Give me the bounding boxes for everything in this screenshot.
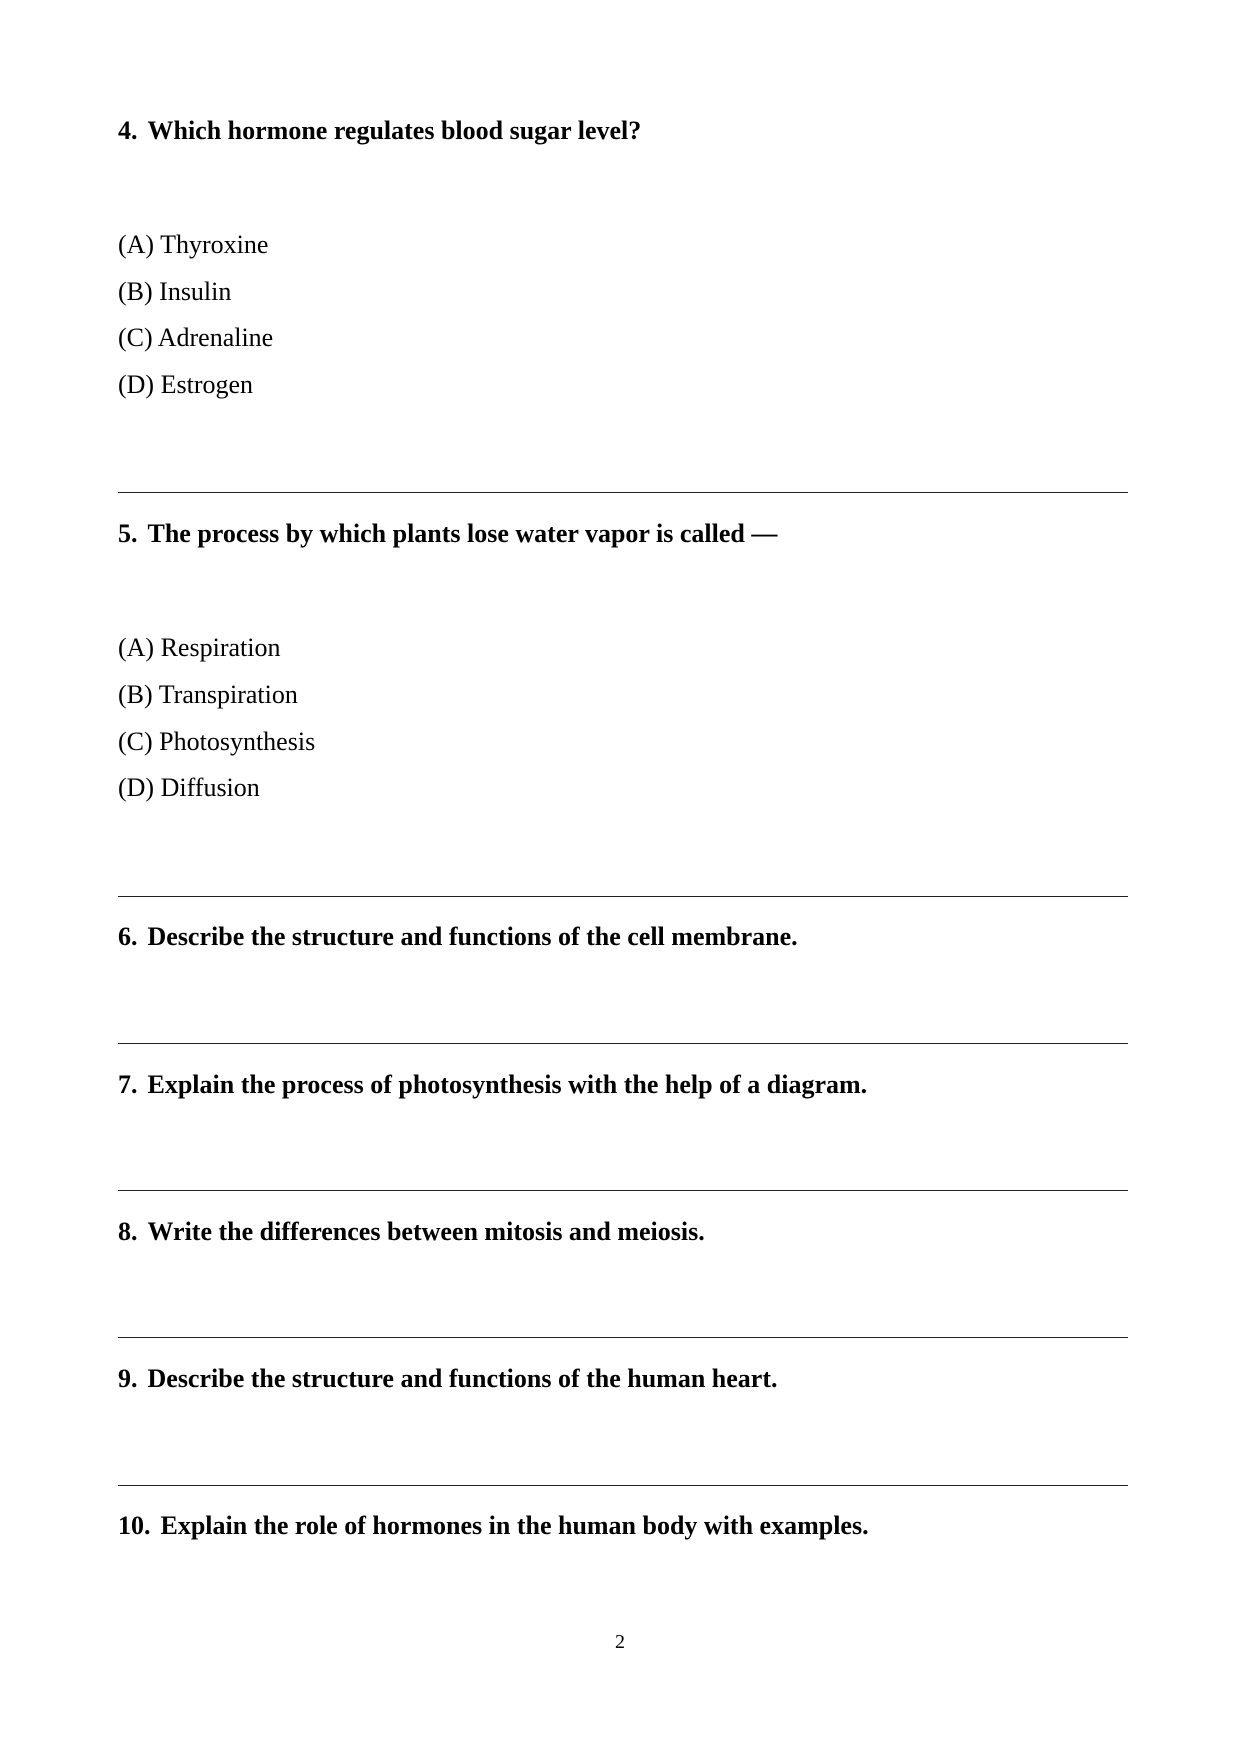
question-number: 4. xyxy=(118,116,138,145)
question-text: Which hormone regulates blood sugar level? xyxy=(147,116,642,145)
question-text: Write the differences between mitosis and meiosis. xyxy=(147,1217,705,1246)
divider xyxy=(118,1043,1128,1044)
divider xyxy=(118,1190,1128,1191)
option-a: (A) Respiration xyxy=(118,633,281,662)
question-number: 6. xyxy=(118,922,138,951)
option-d: (D) Diffusion xyxy=(118,773,260,802)
page-number: 2 xyxy=(615,1631,625,1653)
question-number: 9. xyxy=(118,1364,138,1393)
divider xyxy=(118,1337,1128,1338)
option-d: (D) Estrogen xyxy=(118,370,254,399)
question-8 xyxy=(118,1217,705,1247)
question-5 xyxy=(118,519,777,549)
question-7 xyxy=(118,1070,867,1100)
question-number: 8. xyxy=(118,1217,138,1246)
question-number: 7. xyxy=(118,1070,138,1099)
question-text: Explain the process of photosynthesis with the help of a diagram. xyxy=(147,1070,868,1099)
question-4 xyxy=(118,116,641,146)
divider xyxy=(118,1485,1128,1486)
option-b: (B) Insulin xyxy=(118,277,232,306)
option-c: (C) Photosynthesis xyxy=(118,727,316,756)
question-text: The process by which plants lose water vapor is called — xyxy=(147,519,778,548)
divider xyxy=(118,896,1128,897)
option-b: (B) Transpiration xyxy=(118,680,298,709)
question-number: 10. xyxy=(118,1511,151,1540)
question-number: 5. xyxy=(118,519,138,548)
question-9 xyxy=(118,1364,778,1394)
question-text: Describe the structure and functions of the human heart. xyxy=(147,1364,778,1393)
question-6 xyxy=(118,922,798,952)
divider xyxy=(118,492,1128,493)
question-text: Describe the structure and functions of the cell membrane. xyxy=(147,922,798,951)
option-a: (A) Thyroxine xyxy=(118,230,269,259)
option-c: (C) Adrenaline xyxy=(118,323,274,352)
question-10 xyxy=(118,1511,869,1541)
question-text: Explain the role of hormones in the human body with examples. xyxy=(160,1511,869,1540)
